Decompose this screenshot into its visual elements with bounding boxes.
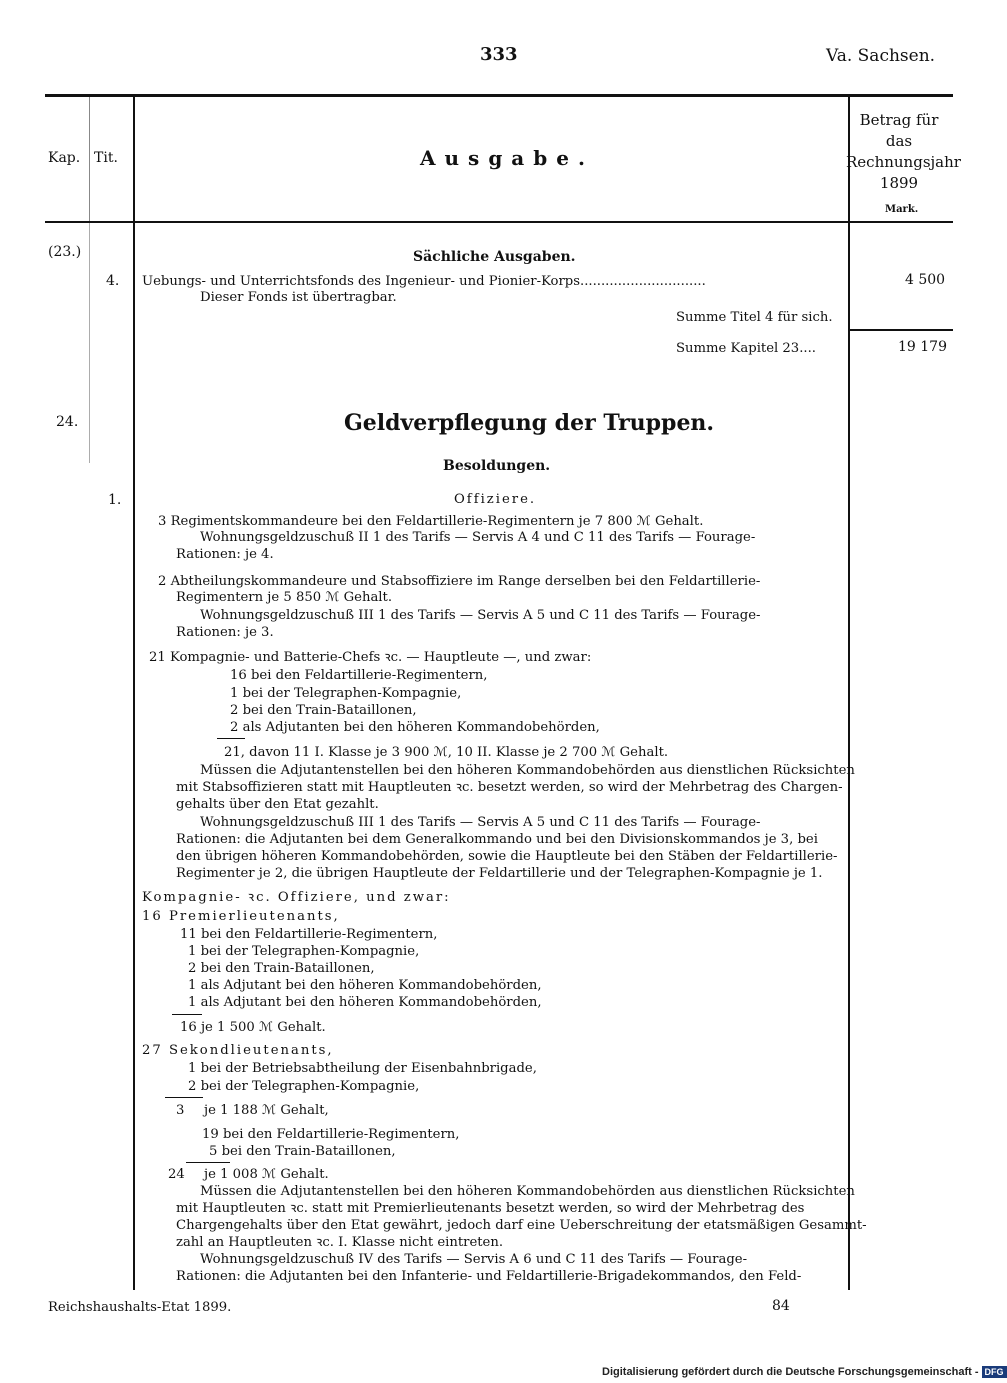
body-line: 24 [168, 1167, 185, 1182]
kap-column-header: Kap. [48, 150, 81, 166]
summe-kapitel-23: Summe Kapitel 23.... [676, 341, 816, 356]
sum-underline [217, 738, 245, 739]
body-line: 3 Regimentskommandeure bei den Feldartillerie-Regimentern je 7 800 ℳ Gehalt. [158, 514, 704, 529]
body-line: Müssen die Adjutantenstellen bei den höheren Kommandobehörden aus dienstlichen Rücksichten [200, 1184, 855, 1199]
body-line: 16 je 1 500 ℳ Gehalt. [180, 1020, 326, 1035]
body-line: Wohnungsgeldzuschuß IV des Tarifs — Servis A 6 und C 11 des Tarifs — Fourage- [200, 1252, 748, 1267]
sum-rule [850, 329, 953, 331]
column-rule-amount [848, 97, 850, 1290]
kapitel-24-number: 24. [56, 414, 79, 430]
sum-underline [172, 1014, 202, 1015]
body-line: 1 bei der Telegraphen-Kompagnie, [188, 944, 420, 959]
body-line: 16 Premierlieutenants, [142, 909, 340, 924]
body-line: 3 [176, 1103, 185, 1118]
body-line: 27 Sekondlieutenants, [142, 1043, 334, 1058]
amount-4500: 4 500 [905, 272, 946, 288]
body-line: 21 Kompagnie- und Batterie-Chefs ꝛc. — Hauptleute —, und zwar: [149, 650, 592, 665]
body-line: 1 als Adjutant bei den höheren Kommandobehörden, [188, 995, 542, 1010]
uebungsfonds-text: Uebungs- und Unterrichtsfonds des Ingenieur- und Pionier-Korps [142, 274, 581, 289]
column-rule-kap-body [89, 223, 90, 463]
titel-4-number: 4. [106, 273, 120, 289]
ausgabe-heading: Ausgabe. [420, 146, 594, 170]
body-line: 11 bei den Feldartillerie-Regimentern, [180, 927, 438, 942]
body-line: 1 bei der Telegraphen-Kompagnie, [230, 686, 462, 701]
sum-underline [186, 1162, 230, 1163]
body-line: 1 bei der Betriebsabtheilung der Eisenbahnbrigade, [188, 1061, 537, 1076]
summe-titel-4: Summe Titel 4 für sich. [676, 310, 833, 325]
body-line: mit Stabsoffizieren statt mit Hauptleuten ꝛc. besetzt werden, so wird der Mehrbetrag des Chargen- [176, 780, 843, 795]
body-line: 2 als Adjutanten bei den höheren Kommandobehörden, [230, 720, 600, 735]
body-line: 2 bei den Train-Bataillonen, [188, 961, 375, 976]
body-line: 21, davon 11 I. Klasse je 3 900 ℳ, 10 II. Klasse je 2 700 ℳ Gehalt. [224, 745, 669, 760]
body-line: 2 bei der Telegraphen-Kompagnie, [188, 1079, 420, 1094]
dfg-credit-text: Digitalisierung gefördert durch die Deutsche Forschungsgemeinschaft - [602, 1366, 979, 1378]
body-line: Regimentern je 5 850 ℳ Gehalt. [176, 590, 393, 605]
titel-1-number: 1. [108, 492, 122, 508]
body-line: je 1 008 ℳ Gehalt. [204, 1167, 329, 1182]
column-rule-kap [89, 97, 90, 221]
header-bottom-rule [45, 221, 953, 223]
body-line: mit Hauptleuten ꝛc. statt mit Premierlieutenants besetzt werden, so wird der Mehrbetrag des [176, 1201, 805, 1216]
offiziere-heading: Offiziere. [454, 492, 537, 507]
body-line: Wohnungsgeldzuschuß II 1 des Tarifs — Servis A 4 und C 11 des Tarifs — Fourage- [200, 530, 756, 545]
column-rule-text [133, 97, 135, 1290]
body-line: Rationen: die Adjutanten bei den Infanterie- und Feldartillerie-Brigadekommandos, den Feld- [176, 1269, 802, 1284]
body-line: 2 bei den Train-Bataillonen, [230, 703, 417, 718]
body-line: Rationen: je 4. [176, 547, 274, 562]
body-line: Chargengehalts über den Etat gewährt, jedoch darf eine Ueberschreitung der etatsmäßigen Gesammt- [176, 1218, 867, 1233]
body-line: 1 als Adjutant bei den höheren Kommandobehörden, [188, 978, 542, 993]
body-line: 2 Abtheilungskommandeure und Stabsoffiziere im Range derselben bei den Feldartillerie- [158, 574, 761, 589]
uebungsfonds-line [142, 274, 706, 290]
body-line: Wohnungsgeldzuschuß III 1 des Tarifs — Servis A 5 und C 11 des Tarifs — Fourage- [200, 815, 761, 830]
body-line: Kompagnie- ꝛc. Offiziere, und zwar: [142, 890, 451, 905]
kapitel-23-number: (23.) [48, 244, 82, 260]
state-heading: Va. Sachsen. [826, 46, 936, 66]
leader-dots: .............................. [580, 274, 706, 289]
sum-underline [165, 1097, 203, 1098]
geldverpflegung-title: Geldverpflegung der Truppen. [344, 410, 715, 436]
page-number: 333 [480, 44, 518, 65]
body-line: je 1 188 ℳ Gehalt, [204, 1103, 329, 1118]
dfg-credit [602, 1366, 1007, 1378]
footer-etat-label: Reichshaushalts-Etat 1899. [48, 1300, 232, 1315]
betrag-column-header: Betrag für das Rechnungsjahr 1899 [846, 111, 961, 192]
body-line: Wohnungsgeldzuschuß III 1 des Tarifs — Servis A 5 und C 11 des Tarifs — Fourage- [200, 608, 761, 623]
tit-column-header: Tit. [94, 150, 118, 166]
body-line: Rationen: je 3. [176, 625, 274, 640]
mark-unit-label: Mark. [885, 204, 919, 215]
body-line: den übrigen höheren Kommandobehörden, sowie die Hauptleute bei den Stäben der Feldartillerie- [176, 849, 838, 864]
body-line: 16 bei den Feldartillerie-Regimentern, [230, 668, 488, 683]
dfg-logo: DFG [982, 1366, 1007, 1378]
body-line: zahl an Hauptleuten ꝛc. I. Klasse nicht eintreten. [176, 1235, 504, 1250]
body-line: Regimenter je 2, die übrigen Hauptleute der Feldartillerie und der Telegraphen-Kompagnie je 1. [176, 866, 823, 881]
body-line: 5 bei den Train-Bataillonen, [209, 1144, 396, 1159]
body-line: Müssen die Adjutantenstellen bei den höheren Kommandobehörden aus dienstlichen Rücksichten [200, 763, 855, 778]
besoldungen-subtitle: Besoldungen. [443, 458, 551, 474]
amount-19179: 19 179 [898, 339, 947, 355]
fonds-uebertragbar-note: Dieser Fonds ist übertragbar. [200, 290, 397, 305]
body-line: 19 bei den Feldartillerie-Regimentern, [202, 1127, 460, 1142]
saechliche-ausgaben-title: Sächliche Ausgaben. [413, 249, 576, 265]
top-rule [45, 94, 953, 97]
body-line: Rationen: die Adjutanten bei dem Generalkommando und bei den Divisionskommandos je 3, bei [176, 832, 818, 847]
body-line: gehalts über den Etat gezahlt. [176, 797, 379, 812]
footer-page-number: 84 [772, 1298, 790, 1314]
